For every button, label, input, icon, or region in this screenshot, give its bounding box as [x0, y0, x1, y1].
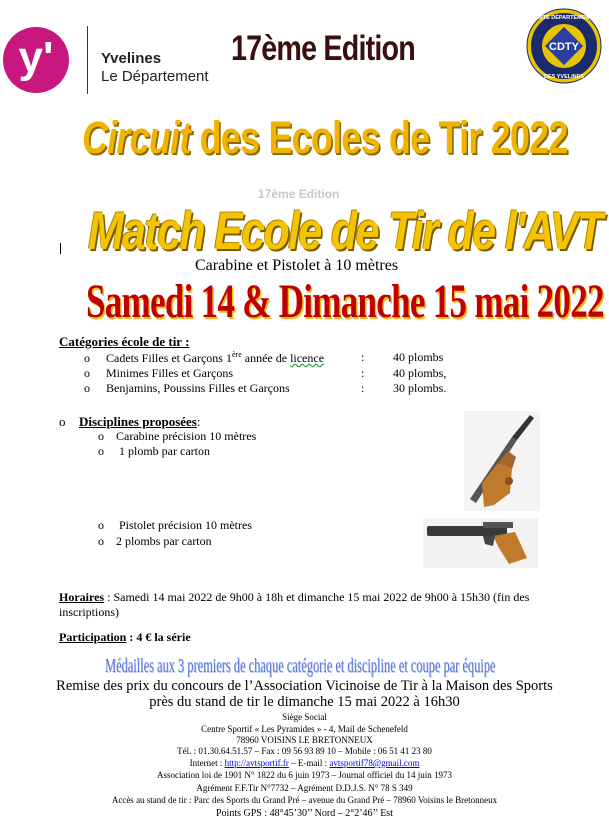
event-dates: Samedi 14 & Dimanche 15 mai 2022	[86, 275, 604, 328]
org-name: Yvelines	[101, 50, 162, 67]
rifle-image	[464, 411, 540, 511]
match-title: Match Ecole de Tir de l'AVT	[88, 202, 602, 261]
list-item: o Cadets Filles et Garçons 1ère année de licence	[84, 350, 325, 365]
footer-internet: Internet : http://avtsportif.fr – E-mail : avtsportif78@gmail.com	[189, 758, 420, 768]
list-item: o 2 plombs par carton	[98, 534, 212, 548]
category-value: 30 plombs.	[393, 381, 447, 395]
badge-center-text: CDTY	[549, 41, 579, 53]
list-item: o 1 plomb par carton	[98, 444, 210, 458]
footer-acces: Accès au stand de tir : Parc des Sports du Grand Pré – avenue du Grand Pré – 78960 Voisins le Bretonneux	[111, 795, 498, 805]
logo-divider	[87, 26, 88, 94]
footer-siege: Siège Social	[282, 712, 327, 722]
email-link[interactable]: avtsportif78@gmail.com	[329, 758, 420, 768]
footer-centre: Centre Sportif « Les Pyramides » - 4, Mail de Schenefeld	[201, 724, 408, 734]
footer-ville: 78960 VOISINS LE BRETONNEUX	[236, 735, 373, 745]
horaires-line2: inscriptions)	[59, 605, 119, 619]
text-cursor	[60, 243, 61, 254]
circuit-title: Circuit des Ecoles de Tir 2022	[82, 112, 568, 163]
list-item: o Minimes Filles et Garçons	[84, 366, 233, 380]
footer-asso: Association loi de 1901 N° 1822 du 6 juin 1973 – Journal officiel du 14 juin 1973	[157, 770, 452, 780]
yvelines-logo: y'	[3, 27, 69, 93]
edition-title: 17ème Edition	[231, 29, 415, 68]
category-colon: :	[361, 366, 365, 380]
badge-top-text: COMITÉ DÉPARTEMENTAL	[528, 15, 600, 21]
participation: Participation : 4 € la série	[59, 630, 191, 644]
event-subtitle: Carabine et Pistolet à 10 mètres	[195, 257, 399, 274]
cdty-badge	[526, 8, 602, 84]
category-value: 40 plombs,	[393, 366, 447, 380]
footer-gps: Points GPS : 48°45’30’’ Nord – 2°2’46’’ Est	[216, 808, 393, 819]
remise-line1: Remise des prix du concours de l’Association Vicinoise de Tir à la Maison des Sports	[56, 678, 553, 694]
list-item: o Benjamins, Poussins Filles et Garçons	[84, 381, 290, 395]
disciplines-heading: o Disciplines proposées:	[59, 414, 201, 429]
list-item: o Carabine précision 10 mètres	[98, 429, 257, 443]
category-colon: :	[361, 381, 365, 395]
list-item: o Pistolet précision 10 mètres	[98, 518, 252, 532]
categories-title: Catégories école de tir :	[59, 334, 190, 349]
footer-agrement: Agrément F.F.Tir N°7732 – Agrément D.D.J.S. N° 78 S 349	[196, 783, 413, 793]
badge-bottom-text: DES YVELINES	[544, 74, 584, 80]
footer-tel: Tél. : 01.30.64.51.57 – Fax : 09 56 93 89 10 – Mobile : 06 51 41 23 80	[177, 746, 432, 756]
horaires-line1: Horaires : Samedi 14 mai 2022 de 9h00 à 18h et dimanche 15 mai 2022 de 9h00 à 15h30 (fin des	[59, 590, 530, 604]
category-colon: :	[361, 350, 365, 364]
website-link[interactable]: http://avtsportif.fr	[224, 758, 289, 768]
pistol-image	[423, 518, 538, 568]
ghost-edition-text: 17ème Edition	[258, 187, 340, 201]
remise-line2: près du stand de tir le dimanche 15 mai 2022 à 16h30	[149, 694, 460, 710]
category-value: 40 plombs	[393, 350, 444, 364]
medals-banner: Médailles aux 3 premiers de chaque catégorie et discipline et coupe par équipe	[105, 655, 496, 677]
org-subtitle: Le Département	[101, 68, 209, 85]
